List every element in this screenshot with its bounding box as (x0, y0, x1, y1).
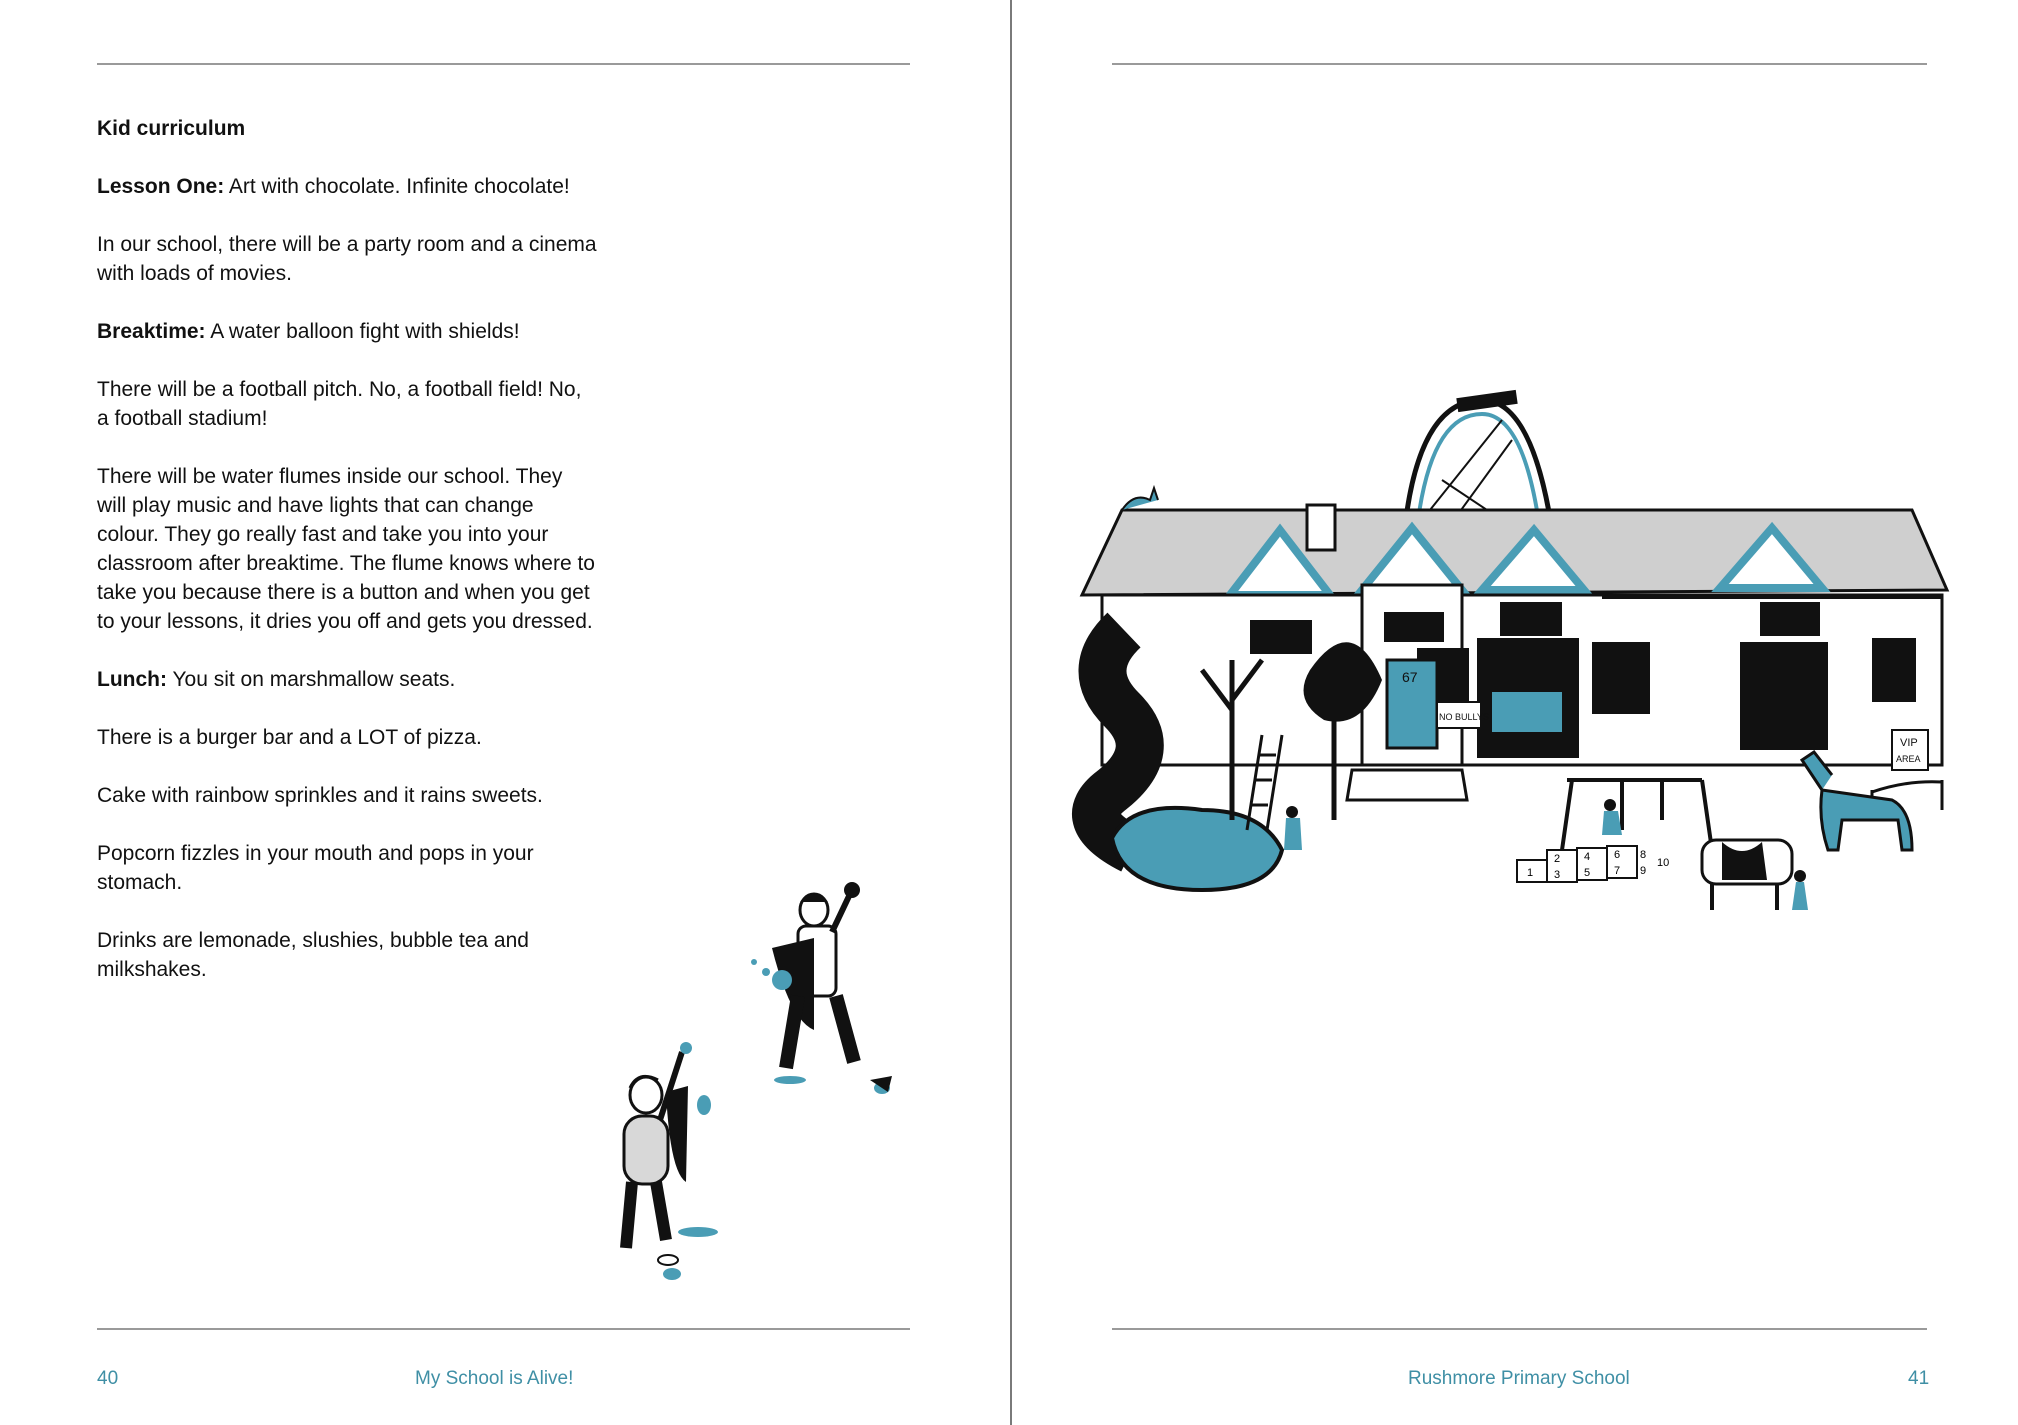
hopscotch-number: 7 (1614, 865, 1621, 877)
paragraph-text: You sit on marshmallow seats. (166, 668, 456, 691)
door-number: 67 (1402, 669, 1418, 685)
page-number: 40 (97, 1368, 119, 1389)
paragraph (97, 781, 597, 810)
body-text (97, 114, 597, 1013)
paragraph (97, 375, 597, 433)
hopscotch-number: 8 (1640, 849, 1647, 861)
hopscotch (1517, 846, 1669, 882)
hopscotch-number: 4 (1584, 851, 1591, 863)
vip-sign: VIP (1900, 737, 1918, 749)
section-heading: Kid curriculum (97, 117, 246, 140)
paragraph-text: Drinks are lemonade, slushies, bubble tea and milkshakes. (97, 929, 529, 981)
paragraph (97, 665, 597, 694)
right-page (1012, 0, 2018, 1425)
top-rule (97, 63, 910, 65)
paragraph (97, 723, 597, 752)
hopscotch-number: 5 (1584, 867, 1591, 879)
paragraph-label: Breaktime: (97, 320, 206, 343)
page-number: 41 (1908, 1368, 1930, 1389)
hopscotch-number: 1 (1527, 867, 1534, 879)
hopscotch-number: 10 (1657, 857, 1670, 869)
paragraph-text: Popcorn fizzles in your mouth and pops in your stomach. (97, 842, 534, 894)
paragraph (97, 839, 597, 897)
paragraph-label: Lesson One: (97, 175, 225, 198)
no-bullys-sign: NO BULLYS (1439, 712, 1489, 722)
paragraph-text: In our school, there will be a party room and a cinema with loads of movies. (97, 233, 597, 285)
fantasy-school-illustration (1062, 380, 1962, 920)
paragraph-text: Art with chocolate. Infinite chocolate! (224, 175, 570, 198)
paragraph (97, 172, 597, 201)
vip-area-sign: AREA (1896, 754, 1921, 764)
water-balloon-fight-illustration (600, 880, 910, 1290)
hopscotch-number: 3 (1554, 869, 1561, 881)
paragraph-text: Cake with rainbow sprinkles and it rains sweets. (97, 784, 543, 807)
paragraph-text: There is a burger bar and a LOT of pizza. (97, 726, 482, 749)
hopscotch-number: 9 (1640, 865, 1647, 877)
hopscotch-number: 6 (1614, 849, 1621, 861)
hopscotch-number: 2 (1554, 853, 1561, 865)
paragraph (97, 462, 597, 636)
top-rule (1112, 63, 1927, 65)
running-title: My School is Alive! (415, 1368, 574, 1389)
paragraph-label: Lunch: (97, 668, 167, 691)
running-title: Rushmore Primary School (1408, 1368, 1630, 1389)
paragraph (97, 317, 597, 346)
paragraph-text: There will be water flumes inside our school. They will play music and have lights that can change colour. They go really fast and take you into your classroom after breaktime. The flume knows where to take you because there is a button and when you get to your lessons, it dries you off and gets you dressed. (97, 465, 595, 633)
paragraph (97, 230, 597, 288)
bottom-rule (97, 1328, 910, 1330)
paragraph-text: A water balloon fight with shields! (205, 320, 520, 343)
paragraph (97, 926, 597, 984)
paragraph-text: There will be a football pitch. No, a football field! No, a football stadium! (97, 378, 582, 430)
bottom-rule (1112, 1328, 1927, 1330)
